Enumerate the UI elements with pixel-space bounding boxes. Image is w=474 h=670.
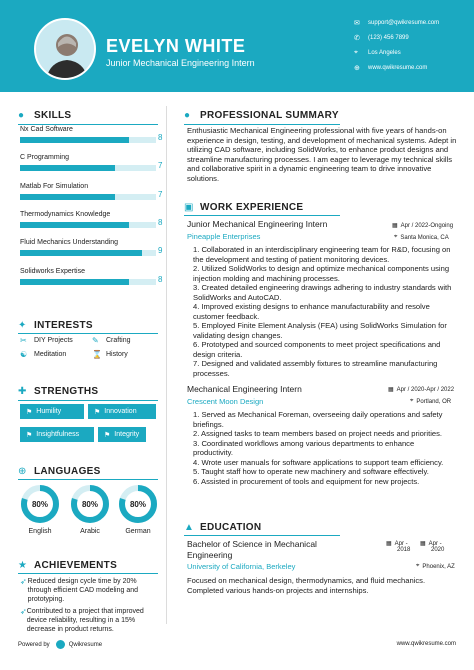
- strength-tag: [20, 427, 94, 442]
- trophy-icon: ★: [18, 560, 27, 571]
- calendar-icon: ▦: [386, 541, 392, 547]
- interest-label: Crafting: [106, 337, 131, 344]
- summary-rule: [184, 124, 340, 125]
- skill-bar-track: [20, 165, 156, 171]
- skills-heading: [18, 110, 71, 121]
- interests-icon: ✦: [18, 320, 27, 331]
- edu-start-month: Apr -: [394, 540, 408, 547]
- candidate-role: Junior Mechanical Engineering Intern: [106, 58, 255, 68]
- interest-label: Meditation: [34, 351, 67, 358]
- skill-bar-track: [20, 137, 156, 143]
- strengths-title: STRENGTHS: [34, 386, 99, 397]
- calendar-icon: ▦: [388, 387, 394, 393]
- strength-label: Integrity: [114, 431, 140, 438]
- language-item: [20, 484, 60, 535]
- experience-rule: [184, 215, 340, 216]
- strength-label: Humility: [36, 408, 62, 415]
- job-bullet: 2. Assigned tasks to team members based on project needs and priorities.: [193, 429, 443, 438]
- contact-location: [354, 45, 472, 60]
- degree-line-1: Bachelor of Science in Mechanical: [187, 539, 317, 549]
- interest-item: [20, 336, 73, 345]
- contact-website-text: www.qwikresume.com: [368, 64, 428, 71]
- brand-name: Qwikresume: [68, 641, 103, 648]
- achievements-heading: [18, 560, 117, 571]
- strength-tag: [88, 404, 156, 419]
- achievement-text: Reduced design cycle time by 20% through efficient CAD modeling and prototyping.: [27, 578, 139, 603]
- education-description: Focused on mechanical design, thermodynamics, and fluid mechanics. Completed various hands-on projects and internships.: [187, 576, 426, 595]
- tag-icon: ⚑: [94, 408, 101, 416]
- language-percent: 80%: [129, 500, 147, 509]
- job-bullet: 4. Improved existing designs to enhance manufacturability and resolve customer feedback.: [193, 302, 430, 321]
- summary-text: Enthusiastic Mechanical Engineering professional with five years of hands-on experience in design, testing, and development of mechanical systems. Adept in utilizing CAD software, including SolidWorks, to enhance product designs and streamline manufacturing processes. I am eager to leverage my technical skills and collaborative spirit in a dynamic engineering team to drive innovative solutions.: [187, 126, 457, 183]
- footer-site-link[interactable]: www.qwikresume.com: [396, 641, 456, 647]
- education-heading: [184, 522, 261, 533]
- language-name: English: [28, 528, 52, 535]
- languages-rule: [18, 479, 158, 480]
- job-bullet: 6. Assisted in procurement of tools and equipment for new projects.: [193, 476, 420, 486]
- globe-icon: ⊕: [354, 64, 360, 72]
- skill-value: 8: [158, 133, 163, 142]
- contact-website[interactable]: [354, 60, 472, 75]
- tag-icon: ⚑: [26, 431, 33, 439]
- job-location: [410, 398, 451, 405]
- interests-rule: [18, 333, 158, 334]
- skill-bar-track: [20, 194, 156, 200]
- craft-icon: ✎: [92, 336, 99, 345]
- language-percent: 80%: [81, 500, 99, 509]
- job-bullet: 7. Designed and validated assembly fixtures to streamline manufacturing processes.: [193, 359, 438, 378]
- skill-label: Matlab For Simulation: [20, 183, 89, 190]
- languages-title: LANGUAGES: [34, 466, 101, 477]
- interest-item: [92, 336, 131, 345]
- experience-title: WORK EXPERIENCE: [200, 202, 304, 213]
- rocket-icon: ➶: [20, 607, 27, 616]
- skill-value: 9: [158, 246, 163, 255]
- job-bullets: [193, 245, 455, 378]
- job-dates: [388, 386, 454, 393]
- skills-title: SKILLS: [34, 110, 72, 121]
- edu-location-text: Phoenix, AZ: [422, 563, 455, 570]
- powered-by: [18, 640, 102, 649]
- languages-heading: [18, 466, 101, 477]
- candidate-name: EVELYN WHITE: [106, 36, 246, 56]
- language-ring: [70, 484, 110, 524]
- achievement-text: Contributed to a project that improved device reliability, resulting in a 15% decrease in product returns.: [26, 608, 144, 633]
- job-location: [394, 234, 449, 241]
- skills-icon: ●: [18, 110, 25, 121]
- contact-phone-text: (123) 456 7899: [368, 34, 409, 41]
- skill-bar-track: [20, 250, 156, 256]
- education-rule: [184, 535, 340, 536]
- skill-bar-track: [20, 222, 156, 228]
- job-bullet: 6. Prototyped and sourced components to meet project specifications and design criteria.: [193, 340, 441, 359]
- language-percent: 80%: [31, 500, 49, 509]
- skill-label: Nx Cad Software: [20, 126, 73, 133]
- rocket-icon: ➶: [20, 577, 27, 586]
- company-name: Pineapple Enterprises: [187, 232, 261, 241]
- skill-item: [20, 239, 166, 255]
- edu-end-date: [420, 540, 442, 547]
- pin-icon: ⌖: [416, 563, 420, 569]
- phone-icon: ✆: [354, 34, 360, 42]
- job-dates-text: Apr / 2022-Ongoing: [400, 222, 454, 229]
- job-bullet: 1. Served as Mechanical Foreman, overseeing daily operations and safety briefings.: [193, 410, 443, 429]
- pin-icon: ⌖: [394, 234, 398, 240]
- education-title: EDUCATION: [200, 522, 262, 533]
- language-item: [118, 484, 158, 535]
- skill-label: Fluid Mechanics Understanding: [20, 239, 119, 246]
- summary-title: PROFESSIONAL SUMMARY: [200, 110, 339, 121]
- skill-value: 8: [158, 275, 163, 284]
- interest-item: [92, 350, 128, 359]
- strengths-heading: [18, 386, 98, 397]
- resume-header: [0, 0, 474, 92]
- profile-photo: [34, 18, 96, 80]
- skill-value: 7: [158, 161, 163, 170]
- skill-item: [20, 154, 166, 170]
- job-bullets: [193, 410, 455, 486]
- graduation-cap-icon: ▲: [184, 522, 194, 533]
- job-bullet: 4. Wrote user manuals for software applications to support team efficiency.: [193, 457, 444, 467]
- job-bullet: 3. Created detailed engineering drawings adhering to industry standards with SolidWorks and AutoCAD.: [193, 283, 452, 302]
- company-name: Crescent Moon Design: [187, 397, 264, 406]
- language-name: Arabic: [80, 528, 100, 535]
- job-bullet: 3. Coordinated workflows among various departments to enhance productivity.: [193, 438, 415, 457]
- achievements-rule: [18, 573, 158, 574]
- powered-label: Powered by: [18, 641, 50, 648]
- tag-icon: ⚑: [104, 431, 111, 439]
- skill-item: [20, 183, 166, 199]
- job-bullet: 5. Employed Finite Element Analysis (FEA) using SolidWorks Simulation for validating design changes.: [193, 321, 447, 340]
- pin-icon: ⌖: [410, 398, 414, 404]
- skill-label: Solidworks Expertise: [20, 268, 85, 275]
- skill-label: Thermodynamics Knowledge: [20, 211, 111, 218]
- achievements-title: ACHIEVEMENTS: [34, 560, 118, 571]
- strength-label: Insightfulness: [36, 431, 80, 438]
- language-name: German: [125, 528, 151, 535]
- meditation-icon: ☯: [20, 350, 28, 359]
- skill-bar-track: [20, 279, 156, 285]
- edu-start-year: 2018: [397, 547, 411, 553]
- contact-email[interactable]: [354, 15, 472, 30]
- skill-bar-fill: [20, 222, 129, 228]
- interest-item: [20, 350, 66, 359]
- avatar-icon: [36, 20, 96, 80]
- experience-heading: [184, 202, 303, 213]
- skill-label: C Programming: [20, 154, 70, 161]
- achievement-item: [20, 577, 160, 604]
- edu-end-year: 2020: [431, 547, 445, 553]
- job-bullet: 1. Collaborated in an interdisciplinary engineering team for R&D, focusing on the development and testing of patient monitoring devices.: [193, 245, 451, 264]
- contact-list: [354, 15, 472, 75]
- strength-tag: [98, 427, 146, 442]
- interest-label: DIY Projects: [34, 337, 73, 344]
- tools-icon: ✂: [20, 336, 27, 345]
- skill-bar-fill: [20, 279, 129, 285]
- job-dates: [392, 222, 453, 229]
- skill-bar-fill: [20, 250, 142, 256]
- skill-bar-fill: [20, 194, 115, 200]
- column-divider: [166, 106, 167, 624]
- skill-value: 8: [158, 218, 163, 227]
- degree-line-2: Engineering: [187, 550, 233, 560]
- interest-label: History: [106, 351, 128, 358]
- calendar-icon: ▦: [420, 541, 426, 547]
- language-ring: [20, 484, 60, 524]
- skill-bar-fill: [20, 165, 115, 171]
- achievement-item: [20, 607, 160, 634]
- strength-tag: [20, 404, 84, 419]
- job-bullet: 5. Taught staff how to operate new machinery and software effectively.: [193, 467, 429, 476]
- qwikresume-logo-icon: [56, 640, 65, 649]
- briefcase-icon: ▣: [184, 202, 194, 213]
- edu-start-date: [386, 540, 408, 547]
- strength-label: Innovation: [104, 408, 137, 415]
- skill-item: [20, 268, 166, 284]
- user-icon: ●: [184, 110, 191, 121]
- tag-icon: ⚑: [26, 408, 33, 416]
- job-location-text: Portland, OR: [416, 398, 452, 405]
- edu-end-month: Apr -: [428, 540, 442, 547]
- location-icon: ⌖: [354, 48, 358, 56]
- language-item: [70, 484, 110, 535]
- languages-icon: ⊕: [18, 466, 27, 477]
- calendar-icon: ▦: [392, 223, 398, 229]
- history-icon: ⌛: [92, 350, 102, 359]
- mail-icon: ✉: [354, 19, 360, 27]
- contact-location-text: Los Angeles: [368, 49, 401, 56]
- job-dates-text: Apr / 2020-Apr / 2022: [396, 386, 455, 393]
- language-ring: [118, 484, 158, 524]
- skill-value: 7: [158, 190, 163, 199]
- contact-email-text: support@qwikresume.com: [368, 19, 440, 26]
- strengths-icon: ✚: [18, 386, 27, 397]
- skill-item: [20, 211, 166, 227]
- strengths-rule: [18, 400, 158, 401]
- skill-bar-fill: [20, 137, 129, 143]
- job-bullet: 2. Utilized SolidWorks to design and optimize mechanical components using injection molding and machining processes.: [193, 264, 450, 283]
- interests-heading: [18, 320, 93, 331]
- summary-heading: [184, 110, 339, 121]
- edu-location: [416, 563, 455, 570]
- skill-item: [20, 126, 166, 142]
- skills-rule: [18, 124, 158, 125]
- interests-title: INTERESTS: [34, 320, 93, 331]
- job-title: Junior Mechanical Engineering Intern: [187, 219, 328, 229]
- job-location-text: Santa Monica, CA: [400, 234, 449, 241]
- school-name: University of California, Berkeley: [187, 562, 296, 571]
- contact-phone[interactable]: [354, 30, 472, 45]
- job-title: Mechanical Engineering Intern: [187, 384, 302, 394]
